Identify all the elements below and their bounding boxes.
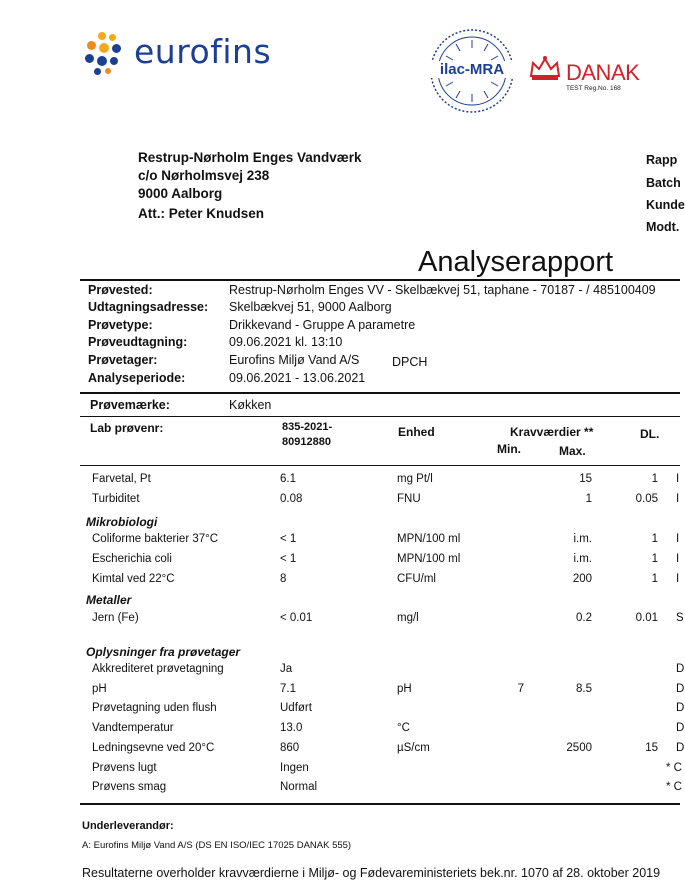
dl-value: 1 bbox=[651, 533, 658, 545]
divider bbox=[80, 465, 680, 466]
result-value: Ja bbox=[280, 663, 293, 675]
lab-number-line2: 80912880 bbox=[282, 436, 331, 448]
divider bbox=[80, 803, 680, 805]
result-value: 13.0 bbox=[280, 722, 303, 734]
param-name: Vandtemperatur bbox=[92, 722, 174, 734]
method-code: I bbox=[676, 473, 680, 485]
result-value: 6.1 bbox=[280, 473, 296, 485]
unit-value: mg/l bbox=[397, 612, 419, 624]
divider bbox=[80, 279, 680, 281]
unit-value: MPN/100 ml bbox=[397, 533, 461, 545]
info-label: Prøveudtagning: bbox=[88, 335, 188, 349]
recipient-co: c/o Nørholmsvej 238 bbox=[138, 168, 270, 183]
max-value: i.m. bbox=[573, 533, 592, 545]
provemaerke-value: Køkken bbox=[229, 398, 272, 412]
underleverandor-a: A: Eurofins Miljø Vand A/S (DS EN ISO/IEC 17025 DANAK 555) bbox=[82, 840, 352, 851]
recipient-name: Restrup-Nørholm Enges Vandværk bbox=[138, 150, 362, 165]
ilac-mra-seal-icon bbox=[428, 26, 516, 116]
method-code: I bbox=[676, 573, 680, 585]
page-title: Analyserapport bbox=[418, 246, 614, 278]
recipient-att: Att.: Peter Knudsen bbox=[138, 206, 265, 221]
unit-header: Enhed bbox=[398, 425, 435, 439]
limit-header: Kravværdier ** bbox=[510, 425, 594, 439]
method-code: D bbox=[676, 663, 685, 675]
param-name: Coliforme bakterier 37°C bbox=[92, 533, 219, 545]
ilac-mra-text: ilac-MRA bbox=[430, 61, 514, 78]
info-value: Drikkevand - Gruppe A parametre bbox=[229, 318, 416, 332]
method-code: I bbox=[676, 533, 680, 545]
method-code: I bbox=[676, 493, 680, 505]
eurofins-logo bbox=[82, 30, 302, 80]
report-label: Rapp bbox=[646, 153, 678, 167]
unit-value: µS/cm bbox=[397, 742, 430, 754]
underleverandor-label: Underleverandør: bbox=[82, 820, 174, 832]
param-name: Jern (Fe) bbox=[92, 612, 139, 624]
unit-value: °C bbox=[397, 722, 410, 734]
param-name: Kimtal ved 22°C bbox=[92, 573, 175, 585]
unit-value: CFU/ml bbox=[397, 573, 436, 585]
info-label: Udtagningsadresse: bbox=[88, 300, 209, 314]
param-name: pH bbox=[92, 683, 107, 695]
info-value: 09.06.2021 kl. 13:10 bbox=[229, 335, 343, 349]
recipient-city: 9000 Aalborg bbox=[138, 186, 223, 201]
max-value: 15 bbox=[579, 473, 592, 485]
result-value: 8 bbox=[280, 573, 287, 585]
dl-value: 0.01 bbox=[635, 612, 658, 624]
section-heading: Metaller bbox=[86, 593, 132, 607]
result-value: Ingen bbox=[280, 762, 309, 774]
danak-logo bbox=[528, 52, 678, 96]
info-label: Analyseperiode: bbox=[88, 371, 186, 385]
param-name: Ledningsevne ved 20°C bbox=[92, 742, 215, 754]
max-value: 200 bbox=[572, 573, 592, 585]
result-value: 0.08 bbox=[280, 493, 303, 505]
method-code: * C bbox=[666, 762, 682, 774]
method-code: D bbox=[676, 742, 685, 754]
method-code: * C bbox=[666, 781, 682, 793]
lab-number-line1: 835-2021- bbox=[282, 421, 333, 433]
max-value: 8.5 bbox=[576, 683, 592, 695]
param-name: Farvetal, Pt bbox=[92, 473, 151, 485]
unit-value: FNU bbox=[397, 493, 421, 505]
info-label: Prøvetype: bbox=[88, 318, 153, 332]
divider bbox=[80, 392, 680, 394]
param-name: Akkrediteret prøvetagning bbox=[92, 663, 224, 675]
result-value: < 0.01 bbox=[280, 612, 313, 624]
result-value: Normal bbox=[280, 781, 318, 793]
dl-value: 1 bbox=[651, 553, 658, 565]
method-code: I bbox=[676, 553, 680, 565]
dl-header: DL. bbox=[640, 427, 660, 441]
dl-value: 1 bbox=[651, 573, 658, 585]
info-value: Skelbækvej 51, 9000 Aalborg bbox=[229, 300, 392, 314]
method-code: D bbox=[676, 683, 685, 695]
danak-reg: TEST Reg.No. 168 bbox=[566, 85, 621, 92]
method-code: D bbox=[676, 702, 685, 714]
dl-value: 1 bbox=[651, 473, 658, 485]
info-label: Prøvested: bbox=[88, 283, 153, 297]
received-label: Modt. bbox=[646, 220, 680, 234]
param-name: Prøvens lugt bbox=[92, 762, 157, 774]
param-name: Prøvens smag bbox=[92, 781, 167, 793]
max-value: 1 bbox=[585, 493, 592, 505]
section-heading: Oplysninger fra prøvetager bbox=[86, 645, 241, 659]
method-code: D bbox=[676, 722, 685, 734]
section-heading: Mikrobiologi bbox=[86, 515, 158, 529]
dl-value: 15 bbox=[645, 742, 658, 754]
eurofins-wordmark: eurofins bbox=[134, 32, 272, 71]
divider bbox=[80, 416, 680, 417]
provemaerke-label: Prøvemærke: bbox=[90, 398, 170, 412]
batch-label: Batch bbox=[646, 176, 681, 190]
result-value: 7.1 bbox=[280, 683, 296, 695]
result-value: Udført bbox=[280, 702, 312, 714]
info-label: Prøvetager: bbox=[88, 353, 158, 367]
dl-value: 0.05 bbox=[635, 493, 658, 505]
crown-icon bbox=[528, 54, 562, 82]
param-name: Turbiditet bbox=[92, 493, 140, 505]
info-value: Restrup-Nørholm Enges VV - Skelbækvej 51, taphane - 70187 - / 485100409 bbox=[229, 283, 656, 297]
param-name: Prøvetagning uden flush bbox=[92, 702, 217, 714]
info-extra: DPCH bbox=[392, 355, 428, 369]
lab-sample-header: Lab prøvenr: bbox=[90, 421, 164, 435]
danak-wordmark: DANAK bbox=[566, 60, 640, 85]
max-header: Max. bbox=[559, 444, 586, 458]
unit-value: MPN/100 ml bbox=[397, 553, 461, 565]
min-value: 7 bbox=[517, 683, 524, 695]
result-value: 860 bbox=[280, 742, 300, 754]
result-value: < 1 bbox=[280, 553, 297, 565]
max-value: 0.2 bbox=[576, 612, 592, 624]
unit-value: pH bbox=[397, 683, 412, 695]
unit-value: mg Pt/l bbox=[397, 473, 433, 485]
method-code: S bbox=[676, 612, 684, 624]
max-value: i.m. bbox=[573, 553, 592, 565]
info-value: 09.06.2021 - 13.06.2021 bbox=[229, 371, 366, 385]
info-value: Eurofins Miljø Vand A/S bbox=[229, 353, 360, 367]
eurofins-dots-icon bbox=[82, 30, 128, 76]
min-header: Min. bbox=[497, 442, 521, 456]
result-statement: Resultaterne overholder kravværdierne i Miljø- og Fødevareministeriets bek.nr. 1070 af 28. oktober 2019 bbox=[82, 866, 661, 880]
customer-label: Kunde bbox=[646, 198, 685, 212]
max-value: 2500 bbox=[566, 742, 592, 754]
param-name: Escherichia coli bbox=[92, 553, 172, 565]
result-value: < 1 bbox=[280, 533, 297, 545]
